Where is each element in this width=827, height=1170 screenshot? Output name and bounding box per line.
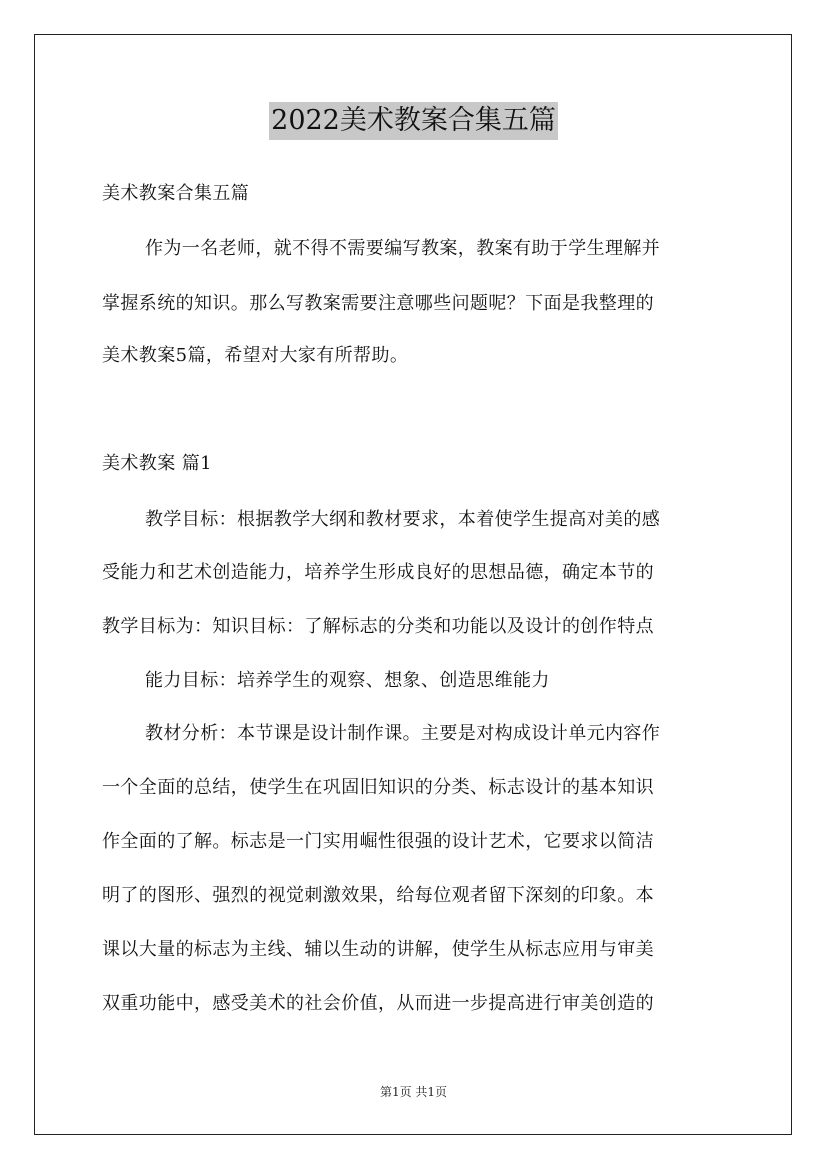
paragraph-line: 明了的图形、强烈的视觉刺激效果，给每位观者留下深刻的印象。本 [102, 885, 654, 906]
paragraph-line: 作全面的了解。标志是一门实用崛性很强的设计艺术，它要求以简洁 [102, 831, 654, 852]
paragraph-line: 一个全面的总结，使学生在巩固旧知识的分类、标志设计的基本知识 [102, 777, 654, 798]
paragraph-line: 教学目标为：知识目标：了解标志的分类和功能以及设计的创作特点 [102, 616, 654, 637]
title-wrapper [0, 102, 827, 140]
document-title: 2022美术教案合集五篇 [269, 102, 558, 140]
section-heading: 美术教案 篇1 [102, 453, 212, 474]
paragraph-line: 教学目标：根据教学大纲和教材要求，本着使学生提高对美的感 [145, 509, 661, 530]
paragraph-line: 作为一名老师，就不得不需要编写教案，教案有助于学生理解并 [145, 238, 661, 259]
subtitle: 美术教案合集五篇 [102, 183, 250, 204]
paragraph-line: 双重功能中，感受美术的社会价值，从而进一步提高进行审美创造的 [102, 993, 654, 1014]
paragraph-line: 能力目标：培养学生的观察、想象、创造思维能力 [145, 670, 550, 691]
paragraph-line: 受能力和艺术创造能力，培养学生形成良好的思想品德，确定本节的 [102, 562, 654, 583]
paragraph-line: 美术教案5篇，希望对大家有所帮助。 [102, 345, 409, 366]
paragraph-line: 课以大量的标志为主线、辅以生动的讲解，使学生从标志应用与审美 [102, 939, 654, 960]
paragraph-line: 教材分析：本节课是设计制作课。主要是对构成设计单元内容作 [145, 723, 661, 744]
page-number-footer: 第1页 共1页 [379, 1085, 448, 1099]
paragraph-line: 掌握系统的知识。那么写教案需要注意哪些问题呢？下面是我整理的 [102, 293, 654, 314]
